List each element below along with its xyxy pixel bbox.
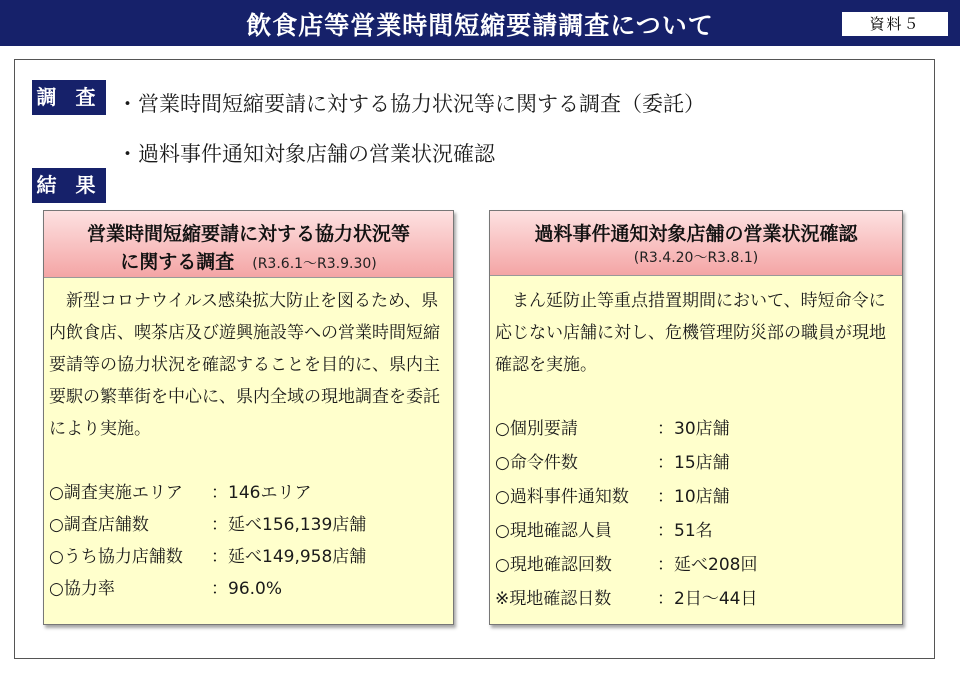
panel-period: (R3.4.20～R3.8.1) — [633, 250, 759, 266]
stat-label: ○協力率 — [49, 579, 115, 599]
panel-title: 過料事件通知対象店舗の営業状況確認 — [534, 223, 858, 245]
stat-row — [495, 549, 898, 583]
stat-label: ○現地確認人員 — [495, 521, 612, 541]
stat-row — [495, 447, 898, 481]
stats-list — [49, 477, 449, 605]
title-bar — [0, 0, 960, 46]
panel-body — [49, 285, 449, 605]
stats-list — [495, 413, 898, 617]
stat-label: ○過料事件通知数 — [495, 487, 629, 507]
panel-description: まん延防止等重点措置期間において、時短命令に応じない店舗に対し、危機管理防災部の職員が現地確認を実施。 — [495, 291, 886, 375]
document-label: 資料５ — [842, 12, 948, 36]
panel-body — [495, 285, 898, 617]
stat-row — [49, 509, 449, 541]
page-title: 飲食店等営業時間短縮要請調査について — [246, 11, 714, 40]
store-check-panel — [489, 210, 903, 625]
survey-item: ・過料事件通知対象店舗の営業状況確認 — [117, 142, 495, 166]
stat-value: ：10店舗 — [657, 487, 730, 507]
cooperation-survey-panel — [43, 210, 454, 625]
panel-description: 新型コロナウイルス感染拡大防止を図るため、県内飲食店、喫茶店及び遊興施設等への営業時間短縮要請等の協力状況を確認することを目的に、県内主要駅の繁華街を中心に、県内全域の現地調査を委託により実施。 — [49, 291, 440, 439]
stat-label: ○命令件数 — [495, 453, 578, 473]
stat-label: ※現地確認日数 — [495, 589, 612, 609]
panel-title-line2: に関する調査 — [120, 251, 235, 273]
result-tag: 結 果 — [32, 168, 106, 203]
stat-value: ：30店舗 — [657, 419, 730, 439]
stat-row — [495, 413, 898, 447]
stat-value: ：96.0% — [211, 579, 283, 599]
stat-row — [495, 515, 898, 549]
panel-period: (R3.6.1～R3.9.30) — [252, 256, 377, 272]
survey-tag: 調 査 — [32, 80, 106, 115]
stat-value: ：146エリア — [211, 483, 312, 503]
stat-row — [495, 481, 898, 515]
panel-header — [44, 211, 453, 278]
survey-item: ・営業時間短縮要請に対する協力状況等に関する調査（委託） — [117, 92, 705, 116]
stat-value: ：2日～44日 — [657, 589, 758, 609]
stat-row — [49, 573, 449, 605]
stat-label: ○個別要請 — [495, 419, 578, 439]
stat-value: ：延べ156,139店舗 — [211, 515, 367, 535]
stat-value: ：延べ208回 — [657, 555, 758, 575]
stat-label: ○うち協力店舗数 — [49, 547, 183, 567]
stat-value: ：15店舗 — [657, 453, 730, 473]
panel-header — [490, 211, 902, 276]
stat-value: ：51名 — [657, 521, 713, 541]
stat-value: ：延べ149,958店舗 — [211, 547, 367, 567]
panel-title-line1: 営業時間短縮要請に対する協力状況等 — [86, 223, 410, 245]
stat-row — [49, 477, 449, 509]
stat-row — [495, 583, 898, 617]
stat-label: ○現地確認回数 — [495, 555, 612, 575]
stat-label: ○調査実施エリア — [49, 483, 183, 503]
stat-row — [49, 541, 449, 573]
stat-label: ○調査店舗数 — [49, 515, 149, 535]
